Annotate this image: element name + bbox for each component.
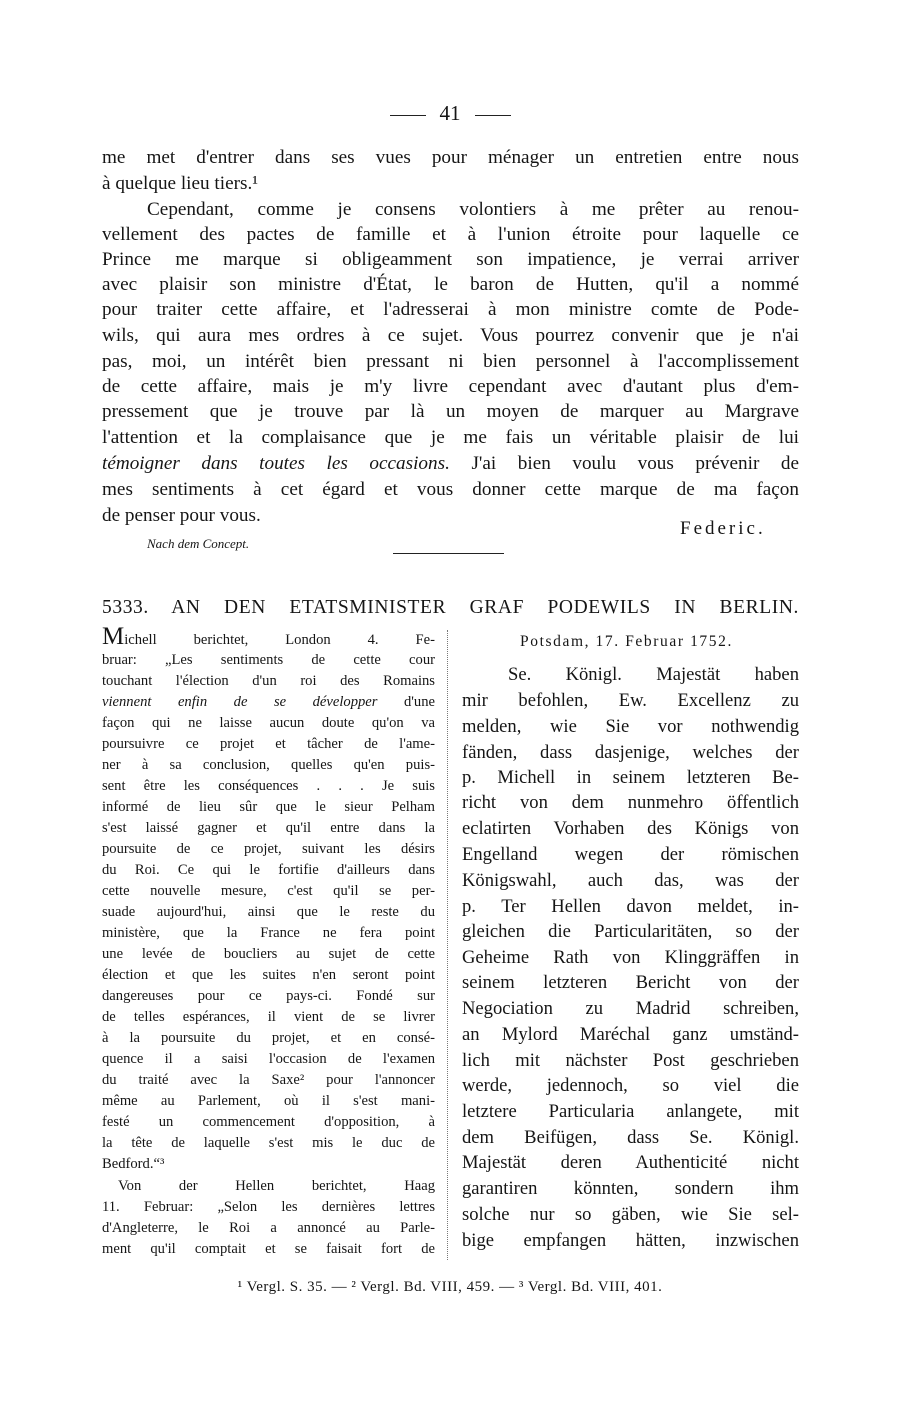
left-column-line: bruar: „Les sentiments de cette cour (102, 652, 435, 668)
section-heading: 5333. AN DEN ETATSMINISTER GRAF PODEWILS IN BERLIN. (102, 597, 799, 618)
right-column-line: richt von dem nunmehro öffentlich (462, 792, 799, 813)
left-column-line: la tête de laquelle s'est mis le duc de (102, 1135, 435, 1151)
right-column-line: seinem letzteren Bericht von der (462, 972, 799, 993)
right-column-line: Engelland wegen der römischen (462, 844, 799, 865)
right-column-line: Geheime Rath von Klinggräffen in (462, 947, 799, 968)
left-column-line: ment qu'il comptait et se faisait fort de (102, 1241, 435, 1257)
italic-phrase: témoigner dans toutes les occasions. (102, 453, 450, 474)
footnotes: ¹ Vergl. S. 35. — ² Vergl. Bd. VIII, 459. — ³ Vergl. Bd. VIII, 401. (237, 1279, 663, 1295)
right-column-line: lich mit nächster Post geschrieben (462, 1050, 799, 1071)
left-column-line: sent être les conséquences . . . Je suis (102, 778, 435, 794)
page-number-text: 41 (439, 101, 461, 125)
italic-phrase: viennent enfin de se développer (102, 694, 378, 710)
left-column-line: quence il a saisi l'occasion de l'examen (102, 1051, 435, 1067)
right-column-line: Majestät deren Authenticité nicht (462, 1152, 799, 1173)
left-column-first-line-text: ichell berichtet, London 4. Fe- (124, 632, 435, 648)
right-column-line: garantiren könnten, sondern ihm (462, 1178, 799, 1199)
letter-line: mes sentiments à cet égard et vous donner cette marque de ma façon (102, 479, 799, 500)
left-column-line: Bedford.“³ (102, 1156, 165, 1172)
letter-line: pressement que je trouve par là un moyen de marquer au Margrave (102, 401, 799, 422)
signature: Federic. (680, 518, 766, 539)
right-column-line: solche nur so gäben, wie Sie sel- (462, 1204, 799, 1225)
drop-cap: M (102, 623, 125, 650)
letter-line: pas, moi, un intérêt bien pressant ni bien personnel à l'accomplissement (102, 351, 799, 372)
left-column-line: même au Parlement, où il s'est mani- (102, 1093, 435, 1109)
section-separator (393, 553, 504, 554)
left-column-line: ministère, que la France ne fera point (102, 925, 435, 941)
dateline: Potsdam, 17. Februar 1752. (520, 633, 733, 650)
left-column-line: suade aujourd'hui, ainsi que le reste du (102, 904, 435, 920)
right-column-line: bige empfangen hätten, inzwischen (462, 1230, 799, 1251)
left-column-line: du Roi. Ce qui le fortifie d'ailleurs dans (102, 862, 435, 878)
right-column-line: melden, wie Sie vor nothwendig (462, 716, 799, 737)
right-column-line: werde, jedennoch, so viel die (462, 1075, 799, 1096)
left-column-line: du traité avec la Saxe² pour l'annoncer (102, 1072, 435, 1088)
left-column-line: façon qui ne laisse aucun doute qu'on va (102, 715, 435, 731)
left-column-line: 11. Februar: „Selon les dernières lettres (102, 1199, 435, 1215)
letter-line: pour traiter cette affaire, et l'adresserai à mon ministre comte de Pode- (102, 299, 799, 320)
page-number-dash-right (475, 115, 511, 116)
letter-line: Prince me marque si obligeamment son impatience, je verrai arriver (102, 249, 799, 270)
right-column-line: mir befohlen, Ew. Excellenz zu (462, 690, 799, 711)
right-column-line: Se. Königl. Majestät haben (508, 664, 799, 685)
page-number (0, 101, 900, 126)
right-column-line: Königswahl, auch das, was der (462, 870, 799, 891)
right-column-line: p. Michell in seinem letzteren Be- (462, 767, 799, 788)
letter-line: à quelque lieu tiers.¹ (102, 173, 259, 194)
left-column-line: touchant l'élection d'un roi des Romains (102, 673, 435, 689)
letter-line: l'attention et la complaisance que je me fais un véritable plaisir de lui (102, 427, 799, 448)
left-column-line (102, 623, 435, 651)
left-column-line: s'est laissé gagner et qu'il entre dans la (102, 820, 435, 836)
letter-line: Cependant, comme je consens volontiers à me prêter au renou- (147, 199, 799, 220)
letter-line: de cette affaire, mais je m'y livre cependant avec d'autant plus d'em- (102, 376, 799, 397)
letter-line: vellement des pactes de famille et à l'union étroite pour laquelle ce (102, 224, 799, 245)
left-column-line: élection et que les suites n'en seront point (102, 967, 435, 983)
left-column-line: poursuite de ce projet, suivant les désirs (102, 841, 435, 857)
right-column-line: eclatirten Vorhaben des Königs von (462, 818, 799, 839)
left-column-line: d'Angleterre, le Roi a annoncé au Parle- (102, 1220, 435, 1236)
right-column-line: letztere Particularia anlangete, mit (462, 1101, 799, 1122)
right-column-line: p. Ter Hellen davon meldet, in- (462, 896, 799, 917)
right-column-line: gleichen die Particularitäten, so der (462, 921, 799, 942)
right-column-line: an Mylord Maréchal ganz umständ- (462, 1024, 799, 1045)
left-column-line: dangereuses pour ce pays-ci. Fondé sur (102, 988, 435, 1004)
right-column-line: Negociation zu Madrid schreiben, (462, 998, 799, 1019)
left-column-line: cette nouvelle mesure, c'est qu'il se per- (102, 883, 435, 899)
page-number-dash-left (390, 115, 426, 116)
left-column-line: ner à sa conclusion, quelles qu'en puis- (102, 757, 435, 773)
left-column-line: poursuivre ce projet et tâcher de l'ame- (102, 736, 435, 752)
left-column-line: à la poursuite du projet, et en consé- (102, 1030, 435, 1046)
left-column-line: festé un commencement d'opposition, à (102, 1114, 435, 1130)
column-divider (447, 630, 448, 1260)
right-column-line: dem Beifügen, dass Se. Königl. (462, 1127, 799, 1148)
letter-line: wils, qui aura mes ordres à ce sujet. Vous pourrez convenir que je n'ai (102, 325, 799, 346)
letter-line: de penser pour vous. (102, 505, 261, 526)
right-column-line: fänden, dass dasjenige, welches der (462, 742, 799, 763)
source-note: Nach dem Concept. (147, 536, 250, 551)
letter-line: me met d'entrer dans ses vues pour ménager un entretien entre nous (102, 147, 799, 168)
left-column-line: viennent enfin de se développer d'une (102, 694, 435, 710)
left-column-line: Von der Hellen berichtet, Haag (118, 1178, 435, 1194)
letter-line: avec plaisir son ministre d'État, le baron de Hutten, qu'il a nommé (102, 274, 799, 295)
left-column-line: informé de lieu sûr que le sieur Pelham (102, 799, 435, 815)
left-column-line: une levée de boucliers au sujet de cette (102, 946, 435, 962)
letter-line: témoigner dans toutes les occasions. J'ai bien voulu vous prévenir de (102, 453, 800, 474)
left-column-line: de telles espérances, il vient de se livrer (102, 1009, 435, 1025)
